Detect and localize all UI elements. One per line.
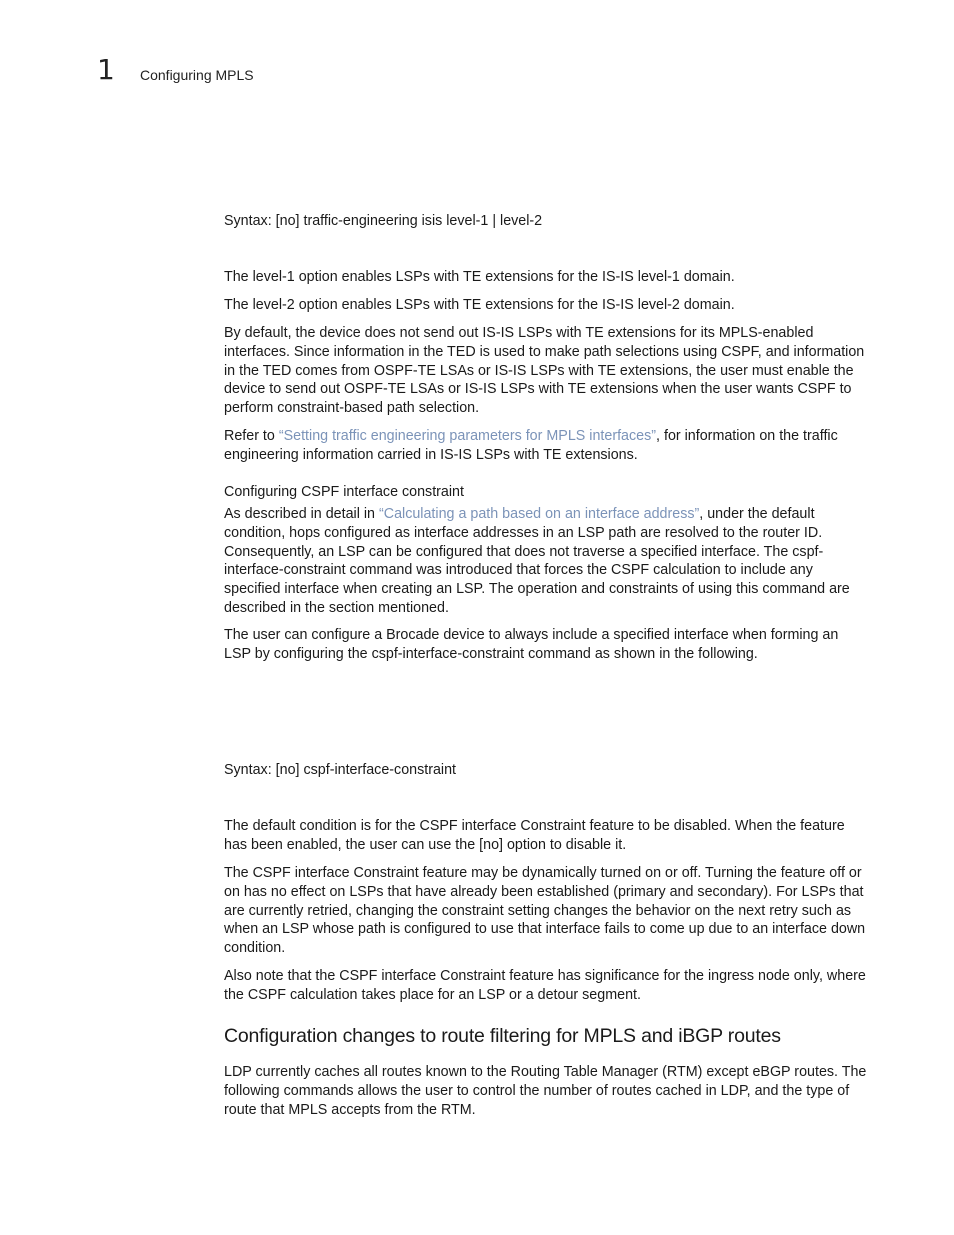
described-text-after: , under the default condition, hops configured as interface addresses in an LSP path are resolved to the router ID. Consequently, an LSP can be configured that does not traverse a specified interface. The cspf-interface-constraint command was introduced that forces the CSPF calculation to include any specified interface when creating an LSP. The operation and constraints of using this command are described in the section mentioned.: [224, 506, 850, 616]
syntax-cspf-interface-constraint: Syntax: [no] cspf-interface-constraint: [224, 762, 457, 778]
link-setting-te-parameters[interactable]: “Setting traffic engineering parameters for MPLS interfaces”: [278, 428, 657, 444]
subheading-cspf-constraint: Configuring CSPF interface constraint: [224, 484, 464, 500]
paragraph-level2: The level-2 option enables LSPs with TE extensions for the IS-IS level-2 domain.: [224, 297, 735, 313]
refer-text-after: , for information on the traffic engineering information carried in IS-IS LSPs with TE extensions.: [224, 428, 838, 463]
paragraph-ldp: LDP currently caches all routes known to the Routing Table Manager (RTM) except eBGP routes. The following commands allows the user to control the number of routes cached in LDP, and the type of route that MPLS accepts from the RTM.: [224, 1064, 867, 1118]
section-heading-route-filtering: Configuration changes to route filtering for MPLS and iBGP routes: [224, 1025, 781, 1047]
described-text: As described in detail in: [224, 506, 379, 522]
paragraph-default-condition: The default condition is for the CSPF interface Constraint feature to be disabled. When the feature has been enabled, the user can use the [no] option to disable it.: [224, 818, 845, 853]
paragraph-user-can: The user can configure a Brocade device to always include a specified interface when forming an LSP by configuring the cspf-interface-constraint command as shown in the following.: [224, 627, 839, 662]
refer-text: Refer to: [224, 428, 279, 444]
paragraph-refer: [224, 427, 869, 465]
paragraph-described: [224, 505, 869, 618]
link-calculating-path[interactable]: “Calculating a path based on an interface address”: [378, 506, 700, 522]
paragraph-also-note: Also note that the CSPF interface Constraint feature has significance for the ingress node only, where the CSPF calculation takes place for an LSP or a detour segment.: [224, 968, 866, 1003]
paragraph-level1: The level-1 option enables LSPs with TE extensions for the IS-IS level-1 domain.: [224, 269, 735, 285]
syntax-traffic-engineering: Syntax: [no] traffic-engineering isis level-1 | level-2: [224, 213, 543, 229]
paragraph-default: By default, the device does not send out IS-IS LSPs with TE extensions for its MPLS-enabled interfaces. Since information in the TED is used to make path selections using CSPF, and information in the TED comes from OSPF-TE LSAs or IS-IS LSPs with TE extensions, the user must enable the device to send out OSPF-TE LSAs or IS-IS LSPs with TE extensions when the user wants CSPF to perform constraint-based path selection.: [224, 325, 865, 417]
chapter-number: 1: [97, 53, 115, 86]
paragraph-dynamic: The CSPF interface Constraint feature may be dynamically turned on or off. Turning the feature off or on has no effect on LSPs that have already been established (primary and secondary). For LSPs that are currently retried, changing the constraint setting changes the behavior on the next retry such as when an LSP whose path is configured to use that interface fails to come up due to an interface down condition.: [224, 865, 866, 957]
chapter-title: Configuring MPLS: [140, 67, 254, 83]
